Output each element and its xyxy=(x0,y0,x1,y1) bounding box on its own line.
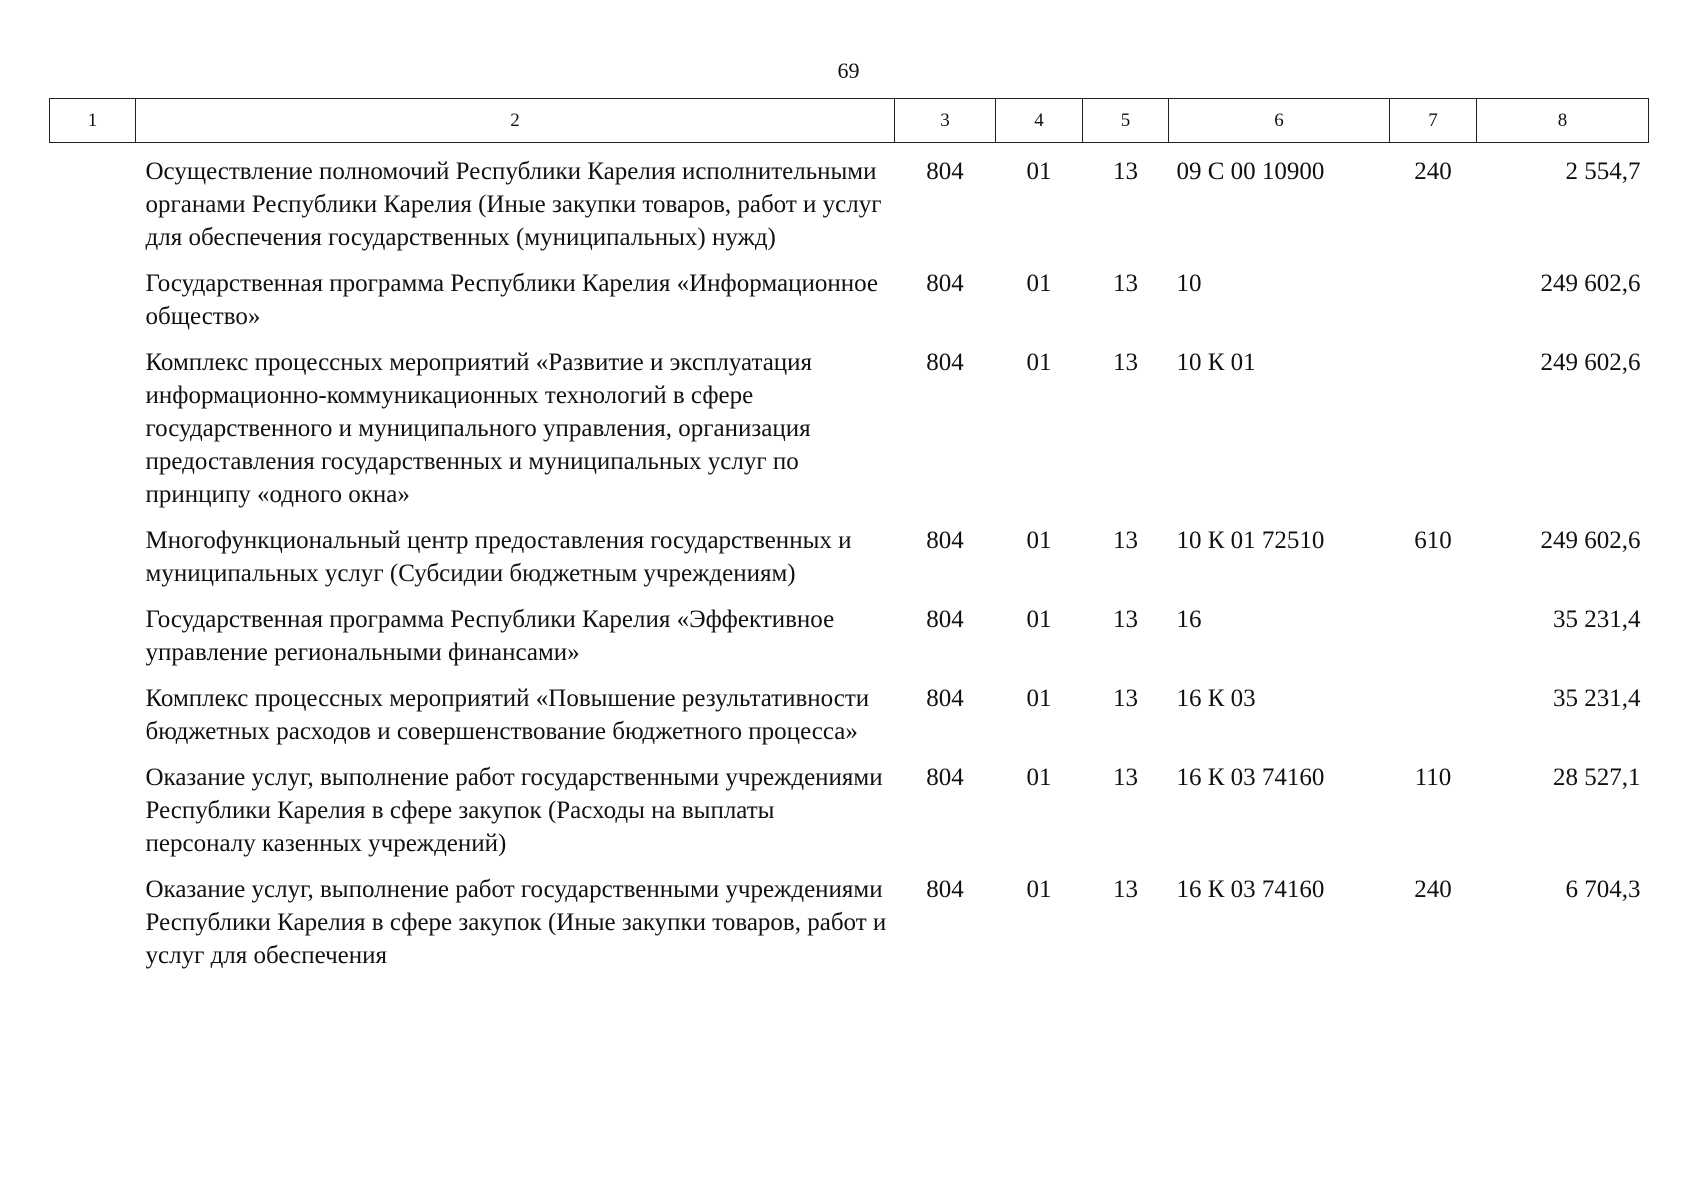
table-header xyxy=(50,99,1649,143)
table-row xyxy=(50,254,1649,333)
table-row xyxy=(50,860,1649,972)
subsection-code: 13 xyxy=(1113,685,1138,712)
subsection-code: 13 xyxy=(1113,606,1138,633)
header-col-6: 6 xyxy=(1169,99,1390,143)
ministry-code: 804 xyxy=(926,685,964,712)
table-row xyxy=(50,143,1649,255)
subsection-code: 13 xyxy=(1113,876,1138,903)
amount: 35 231,4 xyxy=(1553,685,1641,712)
section-code: 01 xyxy=(1026,527,1052,554)
ministry-code: 804 xyxy=(926,527,964,554)
section-code: 01 xyxy=(1026,349,1052,376)
table-row xyxy=(50,748,1649,860)
section-code: 01 xyxy=(1026,270,1052,297)
table-row xyxy=(50,333,1649,511)
section-code: 01 xyxy=(1026,606,1052,633)
target-article-code: 09 С 00 10900 xyxy=(1176,158,1325,185)
ministry-code: 804 xyxy=(926,876,964,903)
target-article-code: 16 К 03 74160 xyxy=(1176,876,1325,903)
target-article-code: 10 К 01 72510 xyxy=(1176,527,1325,554)
expense-type-code xyxy=(1390,590,1477,669)
budget-table-container xyxy=(49,98,1648,972)
ministry-code: 804 xyxy=(926,606,964,633)
row-index-cell xyxy=(50,511,136,590)
amount: 249 602,6 xyxy=(1540,527,1641,554)
table-row xyxy=(50,669,1649,748)
amount: 2 554,7 xyxy=(1565,158,1641,185)
expense-type-code xyxy=(1390,254,1477,333)
ministry-code: 804 xyxy=(926,270,964,297)
ministry-code: 804 xyxy=(926,158,964,185)
ministry-code: 804 xyxy=(926,349,964,376)
amount: 249 602,6 xyxy=(1540,270,1641,297)
table-row xyxy=(50,590,1649,669)
row-index-cell xyxy=(50,748,136,860)
row-index-cell xyxy=(50,143,136,255)
target-article-code: 16 xyxy=(1176,606,1202,633)
amount: 35 231,4 xyxy=(1553,606,1641,633)
target-article-code: 16 К 03 74160 xyxy=(1176,764,1325,791)
expense-name: Оказание услуг, выполнение работ государственными учреждениями Республики Карелия в сфере закупок (Иные закупки товаров, работ и услуг для обеспечения xyxy=(145,876,887,969)
expense-type-code: 240 xyxy=(1414,876,1452,903)
row-index-cell xyxy=(50,333,136,511)
expense-name: Государственная программа Республики Карелия «Информационное общество» xyxy=(145,270,879,330)
target-article-code: 10 К 01 xyxy=(1176,349,1256,376)
expense-name: Осуществление полномочий Республики Карелия исполнительными органами Республики Карелия (Иные закупки товаров, работ и услуг для обеспечения государственных (муниципальных) нужд) xyxy=(145,158,882,251)
target-article-code: 16 К 03 xyxy=(1176,685,1256,712)
header-col-1: 1 xyxy=(50,99,136,143)
expense-type-code: 110 xyxy=(1414,764,1452,791)
budget-table xyxy=(49,98,1649,972)
subsection-code: 13 xyxy=(1113,764,1138,791)
row-index-cell xyxy=(50,254,136,333)
subsection-code: 13 xyxy=(1113,158,1138,185)
subsection-code: 13 xyxy=(1113,349,1138,376)
section-code: 01 xyxy=(1026,876,1052,903)
expense-name: Комплекс процессных мероприятий «Развитие и эксплуатация информационно-коммуникационных технологий в сфере государственного и муниципального управления, организация предоставления государственных и муниципальных услуг по принципу «одного окна» xyxy=(145,349,813,508)
table-body xyxy=(50,143,1649,973)
row-index-cell xyxy=(50,669,136,748)
expense-type-code xyxy=(1390,333,1477,511)
expense-name: Многофункциональный центр предоставления государственных и муниципальных услуг (Субсидии бюджетным учреждениям) xyxy=(145,527,852,587)
expense-name: Оказание услуг, выполнение работ государственными учреждениями Республики Карелия в сфере закупок (Расходы на выплаты персоналу казенных учреждений) xyxy=(145,764,883,857)
row-index-cell xyxy=(50,590,136,669)
ministry-code: 804 xyxy=(926,764,964,791)
subsection-code: 13 xyxy=(1113,270,1138,297)
section-code: 01 xyxy=(1026,764,1052,791)
table-row xyxy=(50,511,1649,590)
header-col-3: 3 xyxy=(895,99,996,143)
target-article-code: 10 xyxy=(1176,270,1202,297)
header-col-5: 5 xyxy=(1083,99,1169,143)
header-col-4: 4 xyxy=(996,99,1083,143)
amount: 249 602,6 xyxy=(1540,349,1641,376)
amount: 28 527,1 xyxy=(1553,764,1641,791)
section-code: 01 xyxy=(1026,685,1052,712)
subsection-code: 13 xyxy=(1113,527,1138,554)
expense-name: Комплекс процессных мероприятий «Повышение результативности бюджетных расходов и совершенствование бюджетного процесса» xyxy=(145,685,870,745)
section-code: 01 xyxy=(1026,158,1052,185)
header-row xyxy=(50,99,1649,143)
amount: 6 704,3 xyxy=(1565,876,1641,903)
header-col-2: 2 xyxy=(136,99,895,143)
header-col-8: 8 xyxy=(1477,99,1649,143)
expense-type-code: 240 xyxy=(1414,158,1452,185)
expense-type-code xyxy=(1390,669,1477,748)
expense-name: Государственная программа Республики Карелия «Эффективное управление региональными финансами» xyxy=(145,606,835,666)
expense-type-code: 610 xyxy=(1414,527,1452,554)
row-index-cell xyxy=(50,860,136,972)
header-col-7: 7 xyxy=(1390,99,1477,143)
page-number: 69 xyxy=(837,58,860,83)
